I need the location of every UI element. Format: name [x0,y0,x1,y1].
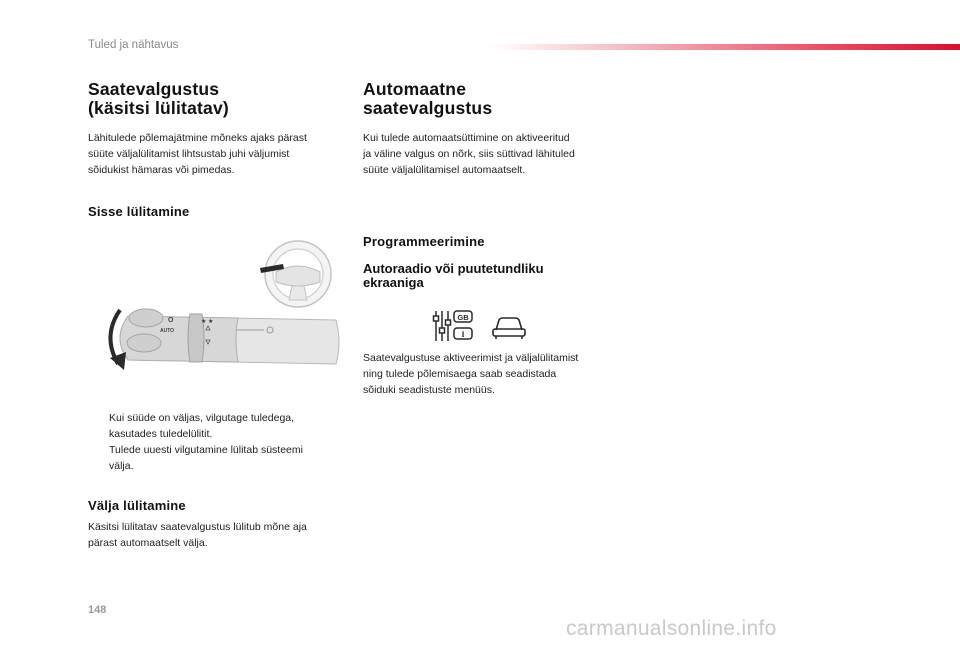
section-title: Tuled ja nähtavus [88,39,179,51]
header-accent-bar [488,44,960,50]
radio-heading: Autoraadio või puutetundliku ekraaniga [363,261,544,290]
instruction-list [88,410,358,474]
radio-text: Saatevalgustuse aktiveerimist ja väljalülitamist ning tulede põlemisaega saab seadistada sõiduki seadistuste menüüs. [363,352,579,396]
page-number: 148 [88,604,107,616]
switch-off-text: Käsitsi lülitatav saatevalgustus lülitub mõne aja pärast automaatselt välja. [88,521,307,549]
list-item [88,442,358,474]
stalk-off-label: O [168,317,174,324]
stalk-stars-label: ★ ★ [201,319,214,325]
bullet-text: Kui süüde on väljas, vilgutage tuledega, kasutades tuledelülitit. [109,412,295,440]
stalk-body [120,309,339,364]
right-intro: Kui tulede automaatsüttimine on aktiveeritud ja väline valgus on nõrk, siis süttivad lähituled süüte väljalülitamisel automaatselt. [363,132,575,176]
stalk-auto-label: AUTO [160,328,175,334]
programming-heading: Programmeerimine [363,234,485,249]
gb-label: GB [457,313,469,322]
watermark: carmanualsonline.info [566,617,777,640]
switch-off-heading: Välja lülitamine [88,498,186,513]
bullet-text: Tulede uuesti vilgutamine lülitab süsteemi välja. [109,444,303,472]
list-item [88,410,358,442]
i-label: I [461,330,465,339]
settings-icon-group [432,308,528,344]
right-title: Automaatne saatevalgustus [363,79,493,118]
light-stalk-illustration [98,238,348,373]
left-title: Saatevalgustus (käsitsi lülitatav) [88,79,229,118]
left-intro: Lähitulede põlemajätmine mõneks ajaks pärast süüte väljalülitamist lihtsustab juhi väljumist sõidukist hämaras või pimedas. [88,132,307,176]
steering-wheel-icon [265,241,331,307]
switch-on-heading: Sisse lülitamine [88,204,190,219]
car-icon [493,318,525,339]
